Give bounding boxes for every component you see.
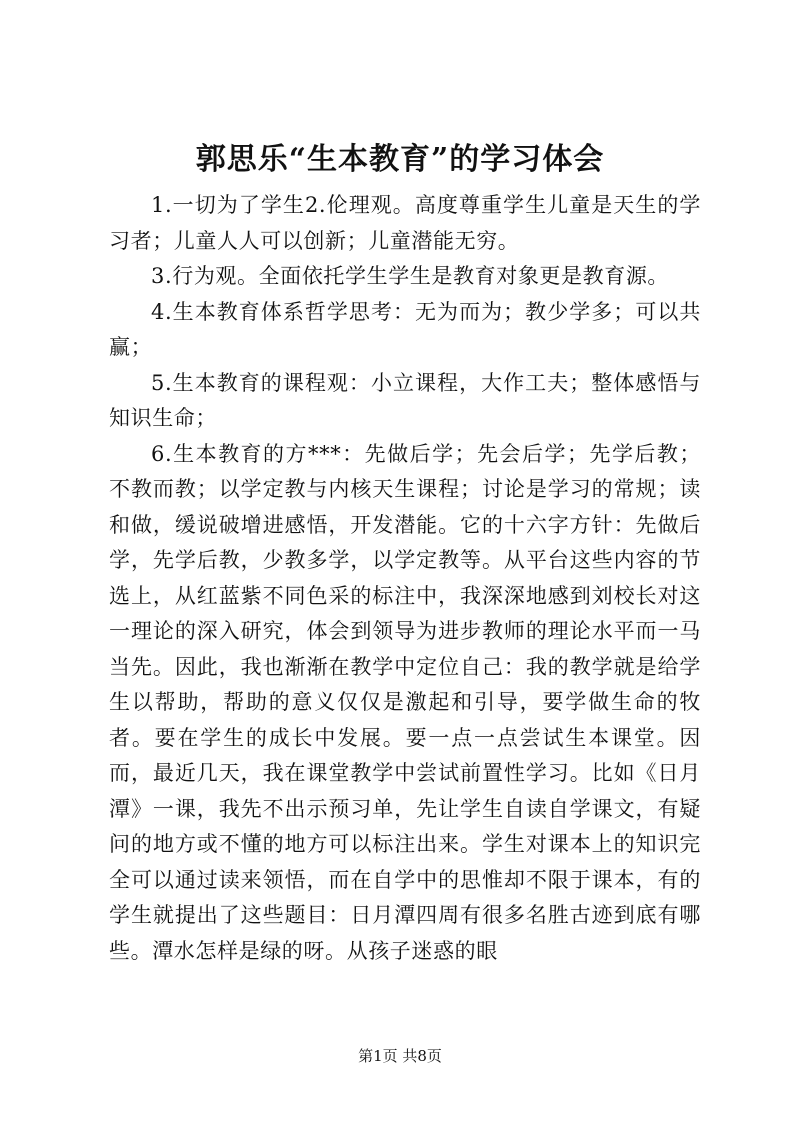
document-body bbox=[109, 188, 701, 969]
paragraph-4: 5.生本教育的课程观：小立课程，大作工夫；整体感悟与知识生命； bbox=[109, 370, 701, 430]
paragraph-1: 1.一切为了学生2.伦理观。高度尊重学生儿童是天生的学习者；儿童人人可以创新；儿童潜能无穷。 bbox=[109, 193, 701, 253]
paragraph-3: 4.生本教育体系哲学思考：无为而为；教少学多；可以共赢； bbox=[109, 299, 701, 359]
paragraph-2: 3.行为观。全面依托学生学生是教育对象更是教育源。 bbox=[151, 264, 670, 288]
paragraph-5: 6.生本教育的方***：先做后学；先会后学；先学后教；不教而教；以学定教与内核天生课程；讨论是学习的常规；读和做，缓说破增进感悟，开发潜能。它的十六字方针：先做后学，先学后教，少教多学，以学定教等。从平台这些内容的节选上，从红蓝紫不同色采的标注中，我深深地感到刘校长对这一理论的深入研究，体会到领导为进步教师的理论水平而一马当先。因此，我也渐渐在教学中定位自己：我的教学就是给学生以帮助，帮助的意义仅仅是激起和引导，要学做生命的牧者。要在学生的成长中发展。要一点一点尝试生本课堂。因而，最近几天，我在课堂教学中尝试前置性学习。比如《日月潭》一课，我先不出示预习单，先让学生自读自学课文，有疑问的地方或不懂的地方可以标注出来。学生对课本上的知识完全可以通过读来领悟，而在自学中的思惟却不限于课本，有的学生就提出了这些题目：日月潭四周有很多名胜古迹到底有哪些。潭水怎样是绿的呀。从孩子迷惑的眼 bbox=[109, 441, 701, 963]
page-footer: 第1页 共8页 bbox=[358, 1047, 442, 1065]
document-title: 郭思乐“生本教育”的学习体会 bbox=[195, 142, 605, 177]
